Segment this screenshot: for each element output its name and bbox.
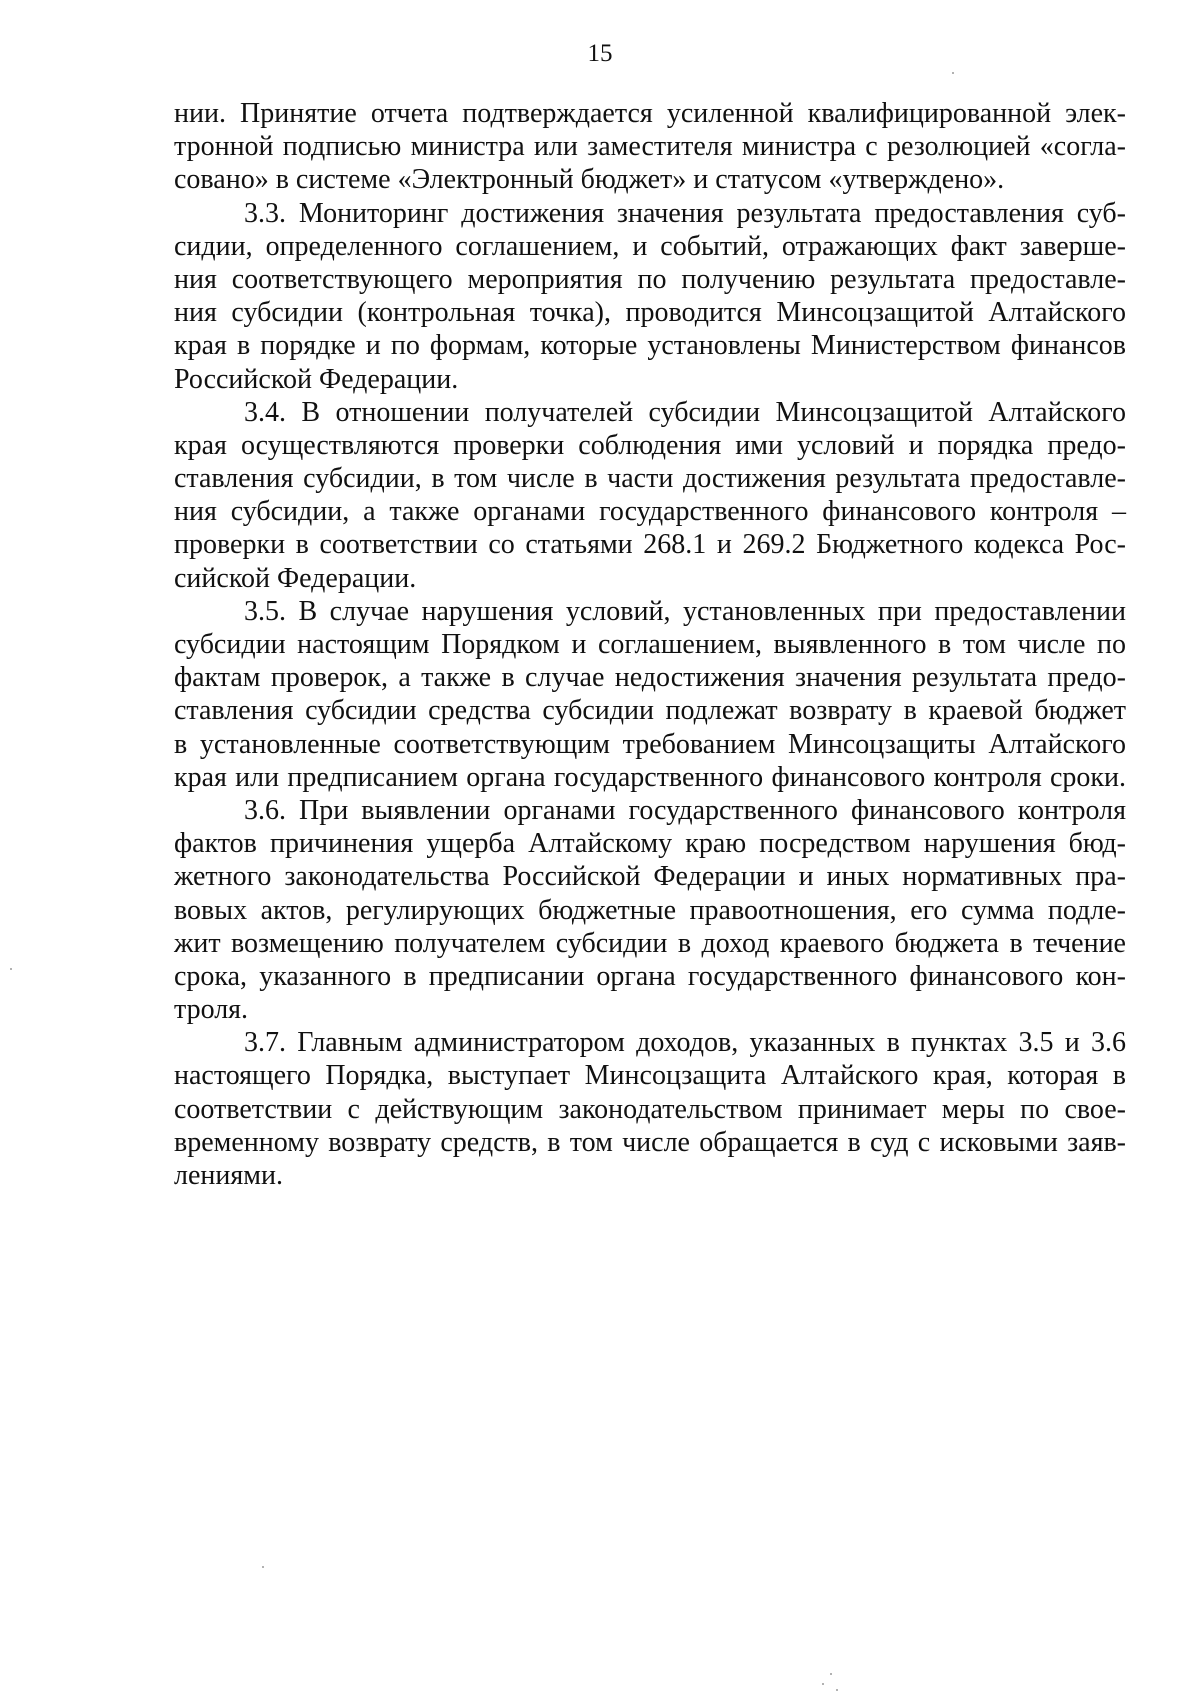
scan-speck [836, 1689, 838, 1691]
text-line: жит возмещению получателем субсидии в доход краевого бюджета в течение [174, 927, 1126, 959]
page-number: 15 [587, 40, 613, 67]
text-line: в установленные соответствующим требованием Минсоцзащиты Алтайского [174, 728, 1126, 760]
text-line: сийской Федерации. [174, 562, 417, 594]
text-line: ния соответствующего мероприятия по получению результата предоставле- [174, 263, 1126, 295]
paragraph-3-6-start: 3.6. При выявлении органами государственного финансового контроля [244, 794, 1126, 826]
scan-speck [830, 1673, 832, 1675]
text-line: ставления субсидии средства субсидии подлежат возврату в краевой бюджет [174, 695, 1126, 727]
paragraph-3-5-start: 3.5. В случае нарушения условий, установленных при предоставлении [244, 595, 1126, 627]
text-line: настоящего Порядка, выступает Минсоцзащита Алтайского края, которая в [174, 1060, 1126, 1092]
paragraph-3-7-start: 3.7. Главным администратором доходов, указанных в пунктах 3.5 и 3.6 [244, 1027, 1126, 1059]
body-text [174, 97, 1126, 1192]
text-line: нии. Принятие отчета подтверждается усиленной квалифицированной элек- [174, 98, 1126, 129]
text-line: лениями. [174, 1160, 283, 1191]
text-line: ния субсидии (контрольная точка), проводится Минсоцзащитой Алтайского [174, 297, 1126, 329]
text-line: совано» в системе «Электронный бюджет» и статусом «утверждено». [174, 164, 1005, 196]
text-line: соответствии с действующим законодательством принимает меры по свое- [174, 1093, 1126, 1125]
text-line: края в порядке и по формам, которые установлены Министерством финансов [174, 330, 1126, 362]
text-line: срока, указанного в предписании органа государственного финансового кон- [174, 960, 1126, 992]
text-line: вовых актов, регулирующих бюджетные правоотношения, его сумма подле- [174, 894, 1126, 926]
text-line: фактам проверок, а также в случае недостижения значения результата предо- [174, 662, 1126, 694]
text-line: фактов причинения ущерба Алтайскому краю посредством нарушения бюд- [174, 828, 1126, 860]
text-line: ставления субсидии, в том числе в части достижения результата предоставле- [174, 463, 1126, 495]
text-line: края осуществляются проверки соблюдения ими условий и порядка предо- [174, 429, 1126, 461]
paragraph-3-3-start: 3.3. Мониторинг достижения значения результата предоставления суб- [244, 197, 1126, 229]
text-line: тронной подписью министра или заместителя министра с резолюцией «согла- [174, 131, 1126, 163]
text-line: троля. [174, 994, 249, 1026]
paragraph-3-4-start: 3.4. В отношении получателей субсидии Минсоцзащитой Алтайского [244, 396, 1126, 428]
text-line: края или предписанием органа государственного финансового контроля сроки. [174, 761, 1126, 793]
text-line: проверки в соответствии со статьями 268.1 и 269.2 Бюджетного кодекса Рос- [174, 529, 1126, 561]
text-line: сидии, определенного соглашением, и событий, отражающих факт заверше- [174, 230, 1126, 262]
scan-speck [952, 72, 954, 74]
scan-speck [262, 1566, 264, 1568]
text-line: ния субсидии, а также органами государственного финансового контроля – [174, 496, 1126, 528]
text-line: Российской Федерации. [174, 363, 459, 395]
scan-speck [822, 1683, 824, 1685]
text-line: временному возврату средств, в том числе обращается в суд с исковыми заяв- [174, 1126, 1126, 1158]
text-line: жетного законодательства Российской Федерации и иных нормативных пра- [174, 861, 1126, 893]
scan-speck [10, 968, 12, 970]
text-line: субсидии настоящим Порядком и соглашением, выявленного в том числе по [174, 629, 1126, 660]
